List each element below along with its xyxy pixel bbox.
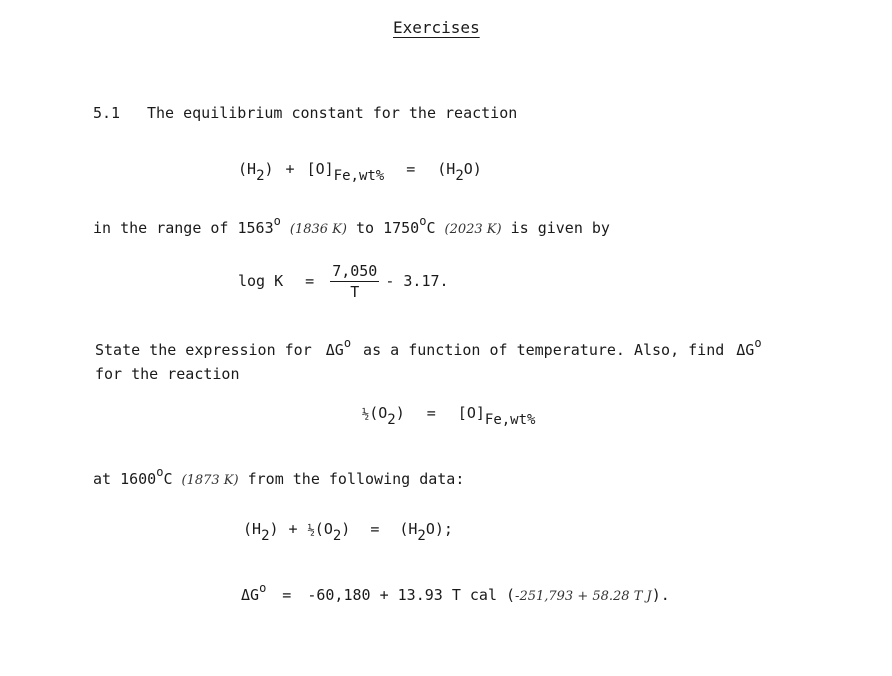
data-intro-text: at 1600$^o$C (1873 K) from the following data: [93, 465, 465, 488]
problem-number: 5.1 [93, 104, 121, 122]
temperature-range-text: in the range of 1563$^o$ (1836 K) to 1750$^o$C (2023 K) is given by [93, 214, 610, 237]
question-text: State the expression for $\Delta G^o$ as a function of temperature. Also, find $\Delta G^o$ [95, 336, 762, 359]
fraction: $\frac{7,050}{T}$ [332, 262, 378, 301]
reaction-equation-3: $(H_2)$ + $\frac{1}{2}(O_2) = (H_2O)$; [243, 520, 453, 544]
reaction-equation-2: $\frac{1}{2}(O_2) = [O]_{Fe,wt\%}$ [362, 404, 536, 428]
log-k-equation: log K = $\frac{7,050}{T}$ - 3.17. [238, 262, 449, 301]
page-title: Exercises [393, 18, 480, 37]
delta-g-equation: $\Delta G^o = -60,180 + 13.93$ T cal (-251,793 + 58.28 T J). [241, 581, 670, 604]
reaction-equation-1: $(H_2) + [O]_{Fe,wt\%} = (H_2O)$ [238, 160, 482, 184]
problem-intro: The equilibrium constant for the reaction [147, 104, 518, 122]
question-text-continued: for the reaction [95, 365, 240, 383]
